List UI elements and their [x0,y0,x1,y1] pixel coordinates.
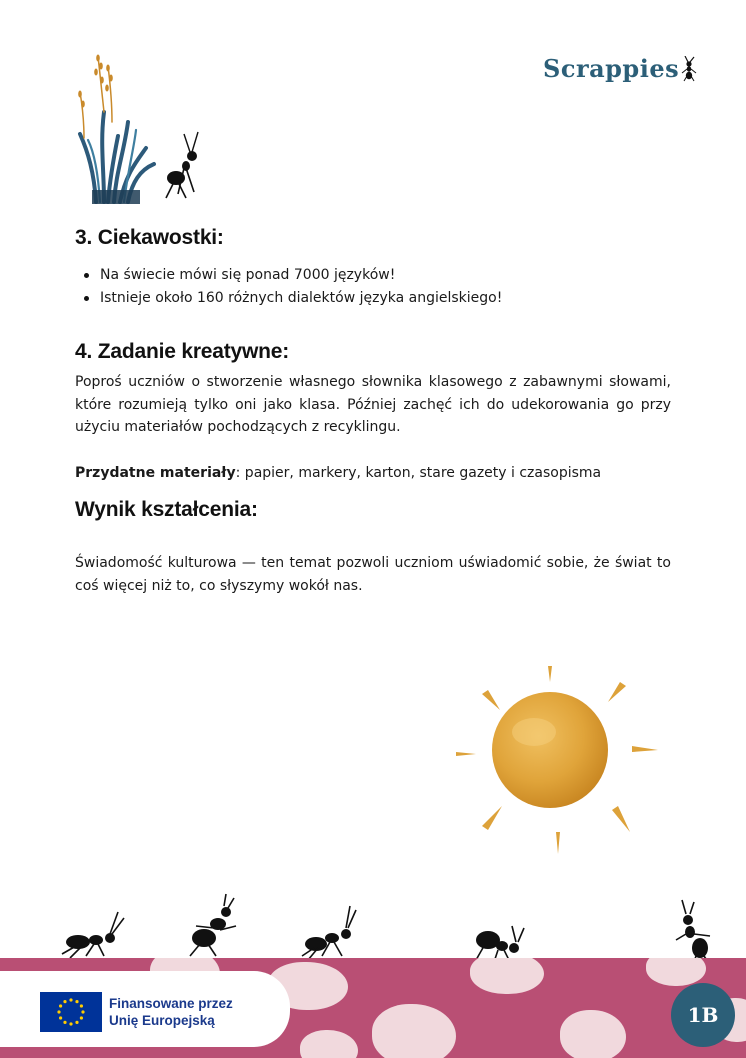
list-item: Istnieje około 160 różnych dialektów języka angielskiego! [75,287,671,310]
task-paragraph: Poproś uczniów o stworzenie własnego słownika klasowego z zabawnymi słowami, które rozumieją tylko oni jako klasa. Później zachęć ich do udekorowania go przy użyciu materiałów pochodzących z recyklingu. [75,374,671,435]
decor-blob [372,1004,456,1058]
section-heading: 4. Zadanie kreatywne: [75,340,290,363]
section-wynik [75,498,671,597]
facts-list [75,264,671,310]
decor-blob [300,1030,358,1058]
materials-label: Przydatne materiały [75,464,236,481]
grass-ant-illustration [74,52,214,208]
logo-ant-icon [680,56,698,82]
materials-line [75,462,671,484]
eu-text-line1: Finansowane przez [109,996,233,1011]
decor-blob [646,958,706,986]
eu-funding-text [109,995,233,1029]
logo-text: Scrappies [543,54,680,83]
ant-icon [476,926,524,962]
decor-blob [560,1010,626,1058]
section-heading: 3. Ciekawostki: [75,226,224,249]
section-ciekawostki [75,226,671,310]
ant-icon [62,912,124,958]
materials-value: : papier, markery, karton, stare gazety i czasopisma [235,464,602,481]
list-item: Na świecie mówi się ponad 7000 języków! [75,264,671,287]
scrappies-logo [543,54,698,83]
decor-blob [470,958,544,994]
eu-flag-icon [40,992,102,1032]
page-number-badge: 1B [671,983,735,1047]
sun-illustration [452,660,662,860]
ant-icon [302,906,356,960]
eu-text-line2: Unię Europejską [109,1013,215,1028]
section-heading: Wynik kształcenia: [75,498,258,521]
section-zadanie [75,340,671,484]
outcome-paragraph: Świadomość kulturowa — ten temat pozwoli uczniom uświadomić sobie, że świat to coś więcej niż to, co słyszymy wokół nas. [75,555,671,594]
ant-icon [190,894,236,956]
